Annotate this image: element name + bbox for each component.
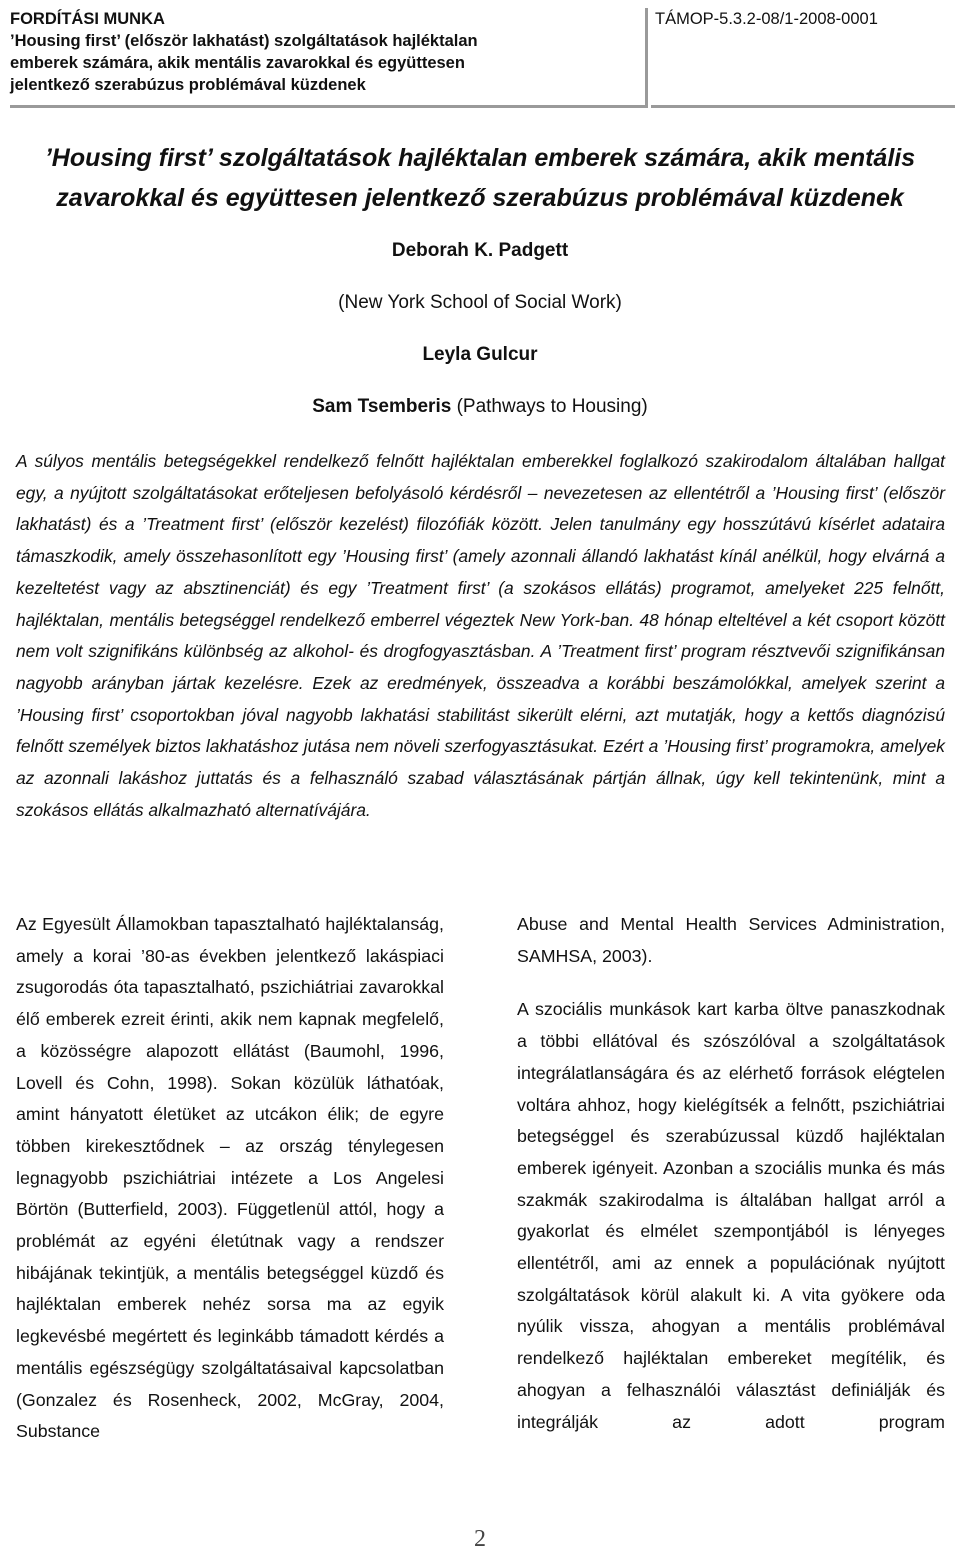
- body-column-left: [16, 909, 444, 1448]
- page-number: 2: [474, 1526, 486, 1552]
- body-paragraph-3: A szociális munkások kart karba öltve panaszkodnak a többi ellátóval és szószólóval a szolgáltatások integrálatlanságára és az elérhető források elégtelen voltára ahhoz, hogy kielégítsék a felnőtt, pszichiátriai betegséggel és szerabúzussal küzdő hajléktalan emberek igényeit. Azonban a szociális munka és más szakmák szakirodalma is általában hallgat arról a gyakorlat és elmélet szempontjából is lényeges ellentétről, ami az ennek a populációnak nyújtott szolgáltatások körül alakult ki. A vita gyökere oda nyúlik vissza, ahogyan a mentális problémával rendelkező hajléktalan embereket megítélik, és ahogyan a felhasználói választást definiálják és integrálják az adott program: [517, 999, 945, 1432]
- author-affiliation-pathways: (Pathways to Housing): [451, 396, 648, 417]
- abstract: A súlyos mentális betegségekkel rendelkező felnőtt hajléktalan emberekkel foglalkozó szakirodalom általában hallgat egy, a nyújtott szolgáltatásokat erőteljesen befolyásoló kérdésről – nevezetesen az ellentétről a ’Housing first’ (először lakhatást) és a ’Treatment first’ (először kezelést) filozófiák között. Jelen tanulmány egy hosszútávú kísérlet adataira támaszkodik, amely összehasonlított egy ’Housing first’ (amely azonnali állandó lakhatást kínál anélkül, hogy elvárná a kezeltetést vagy az absztinenciát) és egy ’Treatment first’ (a szokásos ellátás) programot, amelyeket 225 felnőtt, hajléktalan, mentális betegséggel rendelkező emberrel végeztek New York-ban. 48 hónap elteltével a két csoport között nem volt szignifikáns különbség az alkohol- és drogfogyasztásban. A ’Treatment first’ program résztvevői szignifikánsan nagyobb arányban jártak kezelésre. Ezek az eredmények, összeadva a korábbi beszámolókkal, amelyek szerint a ’Housing first’ csoportokban jóval nagyobb lakhatási stabilitást sikerült elérni, azt mutatják, hogy a kettős diagnózisú felnőtt személyek biztos lakhatáshoz jutása nem növeli szerfogyasztásukat. Ezért a ’Housing first’ programokra, amelyek az azonnali lakáshoz juttatás és a felhasználó szabad választásának pártján állnak, úgy kell tekintenünk, mint a szokásos ellátás alkalmazható alternatívájára.: [16, 451, 945, 820]
- body-paragraph-1: Az Egyesült Államokban tapasztalható hajléktalanság, amely a korai ’80-as években jelentkező lakáspiaci zsugorodás óta tapasztalható, pszichiátriai zavarokkal élő emberek ezreit érinti, akik nem kapnak megfelelő, a közösségre alapozott ellátást (Baumohl, 1996, Lovell és Cohn, 1998). Sokan közülük láthatóak, amint hányatott életüket az utcákon élik; de egyre többen kirekesztődnek – az ország ténylegesen legnagyobb pszichiátriai intézete a Los Angelesi Börtön (Butterfield, 2003). Függetlenül attól, hogy a problémát az egyéni életútnak vagy a rendszer hibájának tekintjük, a mentális betegséggel küzdő és hajléktalan emberek nehéz sorsa ma az egyik legkevésbé megértett és leginkább támadott kérdés a mentális egészségügy szolgáltatásaival kapcsolatban (Gonzalez és Rosenheck, 2002, McGray, 2004, Substance: [16, 914, 444, 1442]
- author-tsemberis-line: [0, 396, 960, 418]
- document-title-line-1: ’Housing first’ szolgáltatások hajléktalan emberek számára, akik mentális: [44, 144, 916, 172]
- document-title: [20, 138, 940, 218]
- author-affiliation-nyu: (New York School of Social Work): [338, 292, 622, 313]
- header-line-3: emberek számára, akik mentális zavarokkal és együttesen: [10, 54, 465, 72]
- author-gulcur: Leyla Gulcur: [422, 344, 538, 365]
- header-line-2: ’Housing first’ (először lakhatást) szolgáltatások hajléktalan: [10, 32, 478, 50]
- body-column-right: [517, 909, 945, 1438]
- body-paragraph-2: Abuse and Mental Health Services Administration, SAMHSA, 2003).: [517, 914, 945, 966]
- header-line-4: jelentkező szerabúzus problémával küzdenek: [10, 76, 366, 94]
- document-title-line-2: zavarokkal és együttesen jelentkező szerabúzus problémával küzdenek: [56, 184, 904, 212]
- author-padgett: Deborah K. Padgett: [391, 240, 569, 261]
- header-project-code: TÁMOP-5.3.2-08/1-2008-0001: [651, 8, 955, 108]
- header-line-1: FORDÍTÁSI MUNKA: [10, 10, 165, 28]
- header-project-title-block: [10, 8, 648, 108]
- page-header: [0, 0, 960, 110]
- author-tsemberis: Sam Tsemberis: [312, 396, 452, 417]
